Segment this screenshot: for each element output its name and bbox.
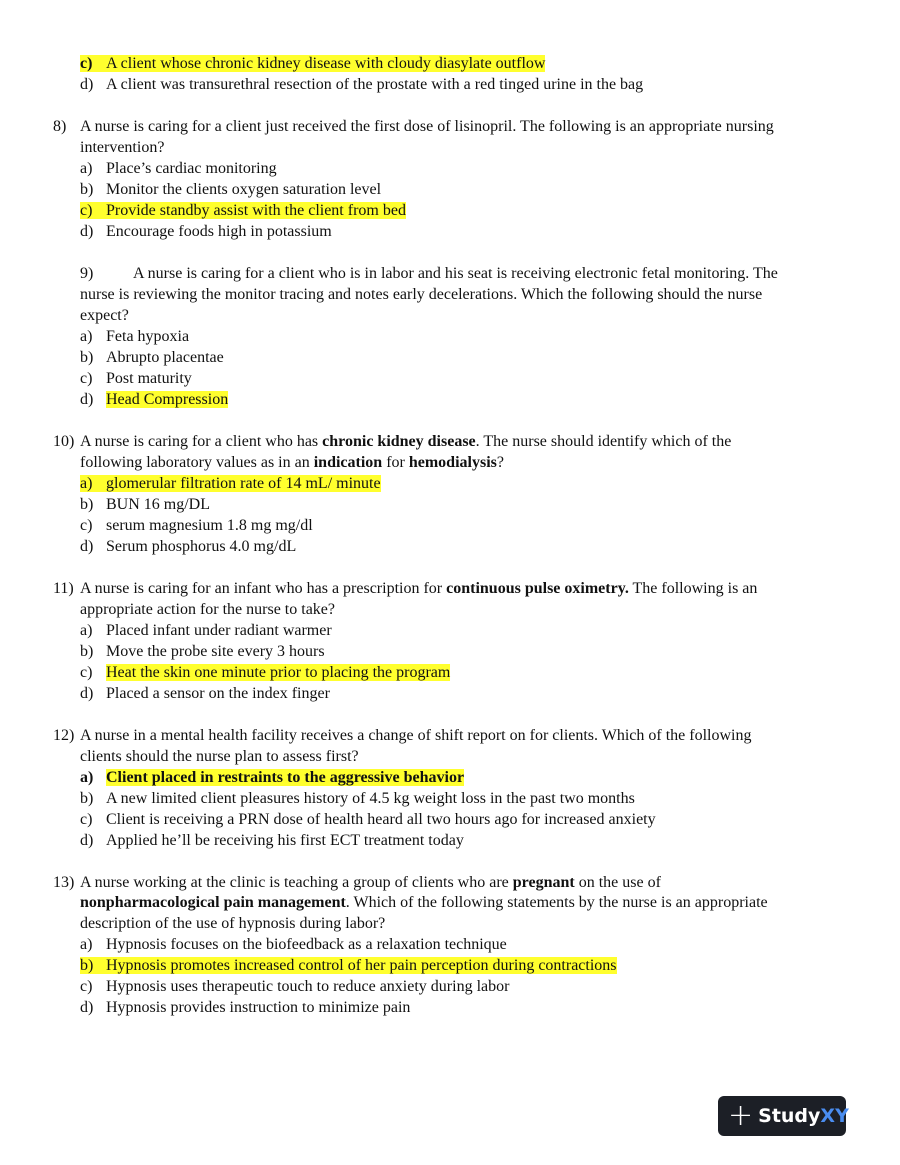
option-label: c) bbox=[80, 370, 93, 387]
question-11-option-b bbox=[80, 642, 325, 662]
option-text: Monitor the clients oxygen saturation level bbox=[106, 181, 382, 198]
option-text: Move the probe site every 3 hours bbox=[106, 643, 325, 660]
option-text: Client is receiving a PRN dose of health heard all two hours ago for increased anxiety bbox=[106, 811, 656, 828]
question-11-option-c bbox=[80, 663, 450, 683]
question-11-line-2: appropriate action for the nurse to take? bbox=[80, 601, 335, 618]
option-label: c) bbox=[80, 517, 93, 534]
option-label: c) bbox=[80, 811, 93, 828]
prev-option-c bbox=[80, 54, 545, 74]
question-number: 13) bbox=[53, 874, 75, 891]
question-13-option-b bbox=[80, 956, 617, 976]
option-label: d) bbox=[80, 999, 94, 1016]
option-label: c) bbox=[80, 978, 93, 995]
question-10-option-c bbox=[80, 516, 313, 536]
option-text: Hypnosis uses therapeutic touch to reduce anxiety during labor bbox=[106, 978, 510, 995]
option-label: b) bbox=[80, 957, 94, 974]
question-text: . The nurse should identify which of the bbox=[475, 433, 732, 450]
question-text-bold: hemodialysis bbox=[408, 454, 497, 471]
option-label: b) bbox=[80, 643, 94, 660]
question-11-option-a bbox=[80, 621, 332, 641]
option-label: a) bbox=[80, 160, 93, 177]
question-12-option-d bbox=[80, 831, 464, 851]
option-text: Placed infant under radiant warmer bbox=[106, 622, 332, 639]
question-10-option-d bbox=[80, 537, 296, 557]
option-text: Feta hypoxia bbox=[106, 328, 190, 345]
option-text: Place’s cardiac monitoring bbox=[106, 160, 277, 177]
question-13-line-2 bbox=[80, 893, 768, 913]
question-number: 8) bbox=[53, 118, 67, 135]
question-text: following laboratory values as in an bbox=[80, 454, 314, 471]
question-text: A nurse is caring for an infant who has a prescription for bbox=[80, 580, 447, 597]
option-text: Hypnosis promotes increased control of her pain perception during contractions bbox=[106, 957, 617, 974]
option-text: Encourage foods high in potassium bbox=[106, 223, 332, 240]
question-10-line-2 bbox=[80, 453, 504, 473]
option-label: b) bbox=[80, 790, 94, 807]
logo-word: Study bbox=[758, 1105, 821, 1127]
question-text-bold: pregnant bbox=[512, 874, 575, 891]
question-13-option-a bbox=[80, 935, 507, 955]
logo-wordmark bbox=[758, 1105, 849, 1127]
option-label: a) bbox=[80, 328, 93, 345]
option-label: d) bbox=[80, 832, 94, 849]
question-text: A nurse is caring for a client just received the first dose of lisinopril. The following is an appropriate nursing bbox=[80, 118, 774, 135]
question-12-line-2: clients should the nurse plan to assess first? bbox=[80, 748, 359, 765]
question-8-option-d bbox=[80, 222, 332, 242]
question-10-option-a bbox=[80, 474, 381, 494]
question-text: A nurse working at the clinic is teaching a group of clients who are bbox=[80, 874, 513, 891]
question-9-option-c bbox=[80, 369, 192, 389]
option-text: Hypnosis focuses on the biofeedback as a relaxation technique bbox=[106, 936, 507, 953]
question-12-line-1 bbox=[53, 726, 751, 746]
option-label: d) bbox=[80, 538, 94, 555]
option-label: a) bbox=[80, 769, 94, 786]
question-text: A nurse is caring for a client who has bbox=[80, 433, 323, 450]
question-12-option-c bbox=[80, 810, 656, 830]
option-text: Client placed in restraints to the aggressive behavior bbox=[106, 769, 465, 786]
question-text-bold: chronic kidney disease bbox=[322, 433, 476, 450]
question-9-option-b bbox=[80, 348, 224, 368]
question-text: on the use of bbox=[574, 874, 661, 891]
option-label: d) bbox=[80, 223, 94, 240]
question-13-line-1 bbox=[53, 873, 661, 893]
question-number: 12) bbox=[53, 727, 75, 744]
question-number: 9) bbox=[80, 265, 94, 282]
question-text-bold: indication bbox=[313, 454, 383, 471]
option-text: serum magnesium 1.8 mg mg/dl bbox=[106, 517, 313, 534]
option-label: c) bbox=[80, 664, 93, 681]
question-13-option-c bbox=[80, 977, 509, 997]
option-text: A new limited client pleasures history of 4.5 kg weight loss in the past two months bbox=[106, 790, 635, 807]
question-text: . Which of the following statements by the nurse is an appropriate bbox=[345, 894, 768, 911]
question-text: A nurse in a mental health facility receives a change of shift report on for clients. Which of the following bbox=[80, 727, 752, 744]
question-12-option-a bbox=[80, 768, 464, 788]
question-12-option-b bbox=[80, 789, 635, 809]
question-8-line-2: intervention? bbox=[80, 139, 165, 156]
question-text: for bbox=[382, 454, 409, 471]
question-9-option-d bbox=[80, 390, 228, 410]
option-text: glomerular filtration rate of 14 mL/ minute bbox=[106, 475, 381, 492]
question-9-line-3: expect? bbox=[80, 307, 129, 324]
question-11-option-d bbox=[80, 684, 330, 704]
option-label: c) bbox=[80, 202, 93, 219]
option-text: Post maturity bbox=[106, 370, 192, 387]
question-8-option-b bbox=[80, 180, 381, 200]
option-text: Head Compression bbox=[106, 391, 229, 408]
option-text: Applied he’ll be receiving his first ECT treatment today bbox=[106, 832, 464, 849]
question-text: A nurse is caring for a client who is in labor and his seat is receiving electronic fetal monitoring. The bbox=[133, 265, 778, 282]
option-text: BUN 16 mg/DL bbox=[106, 496, 210, 513]
question-10-line-1 bbox=[53, 432, 731, 452]
logo-accent: XY bbox=[820, 1105, 849, 1127]
option-text: Serum phosphorus 4.0 mg/dL bbox=[106, 538, 297, 555]
option-label: a) bbox=[80, 936, 93, 953]
question-text: ? bbox=[496, 454, 504, 471]
question-number: 11) bbox=[53, 580, 74, 597]
option-text: Heat the skin one minute prior to placing the program bbox=[106, 664, 451, 681]
question-text-bold: continuous pulse oximetry. bbox=[446, 580, 629, 597]
option-label: b) bbox=[80, 496, 94, 513]
question-8-line-1 bbox=[53, 117, 774, 137]
option-text: A client was transurethral resection of the prostate with a red tinged urine in the bag bbox=[106, 76, 644, 93]
option-label: d) bbox=[80, 76, 94, 93]
option-text: A client whose chronic kidney disease with cloudy diasylate outflow bbox=[106, 55, 546, 72]
question-9-option-a bbox=[80, 327, 189, 347]
option-label: a) bbox=[80, 475, 93, 492]
question-9-line-1 bbox=[80, 264, 778, 284]
question-8-option-a bbox=[80, 159, 277, 179]
question-text: The following is an bbox=[628, 580, 758, 597]
question-9-line-2: nurse is reviewing the monitor tracing and notes early decelerations. Which the following should the nurse bbox=[80, 286, 763, 303]
option-text: Placed a sensor on the index finger bbox=[106, 685, 330, 702]
question-10-option-b bbox=[80, 495, 210, 515]
question-number: 10) bbox=[53, 433, 75, 450]
option-label: c) bbox=[80, 55, 93, 72]
option-text: Provide standby assist with the client from bed bbox=[106, 202, 406, 219]
plus-icon: + bbox=[728, 1098, 754, 1133]
studyxy-logo[interactable] bbox=[718, 1096, 849, 1136]
question-13-option-d bbox=[80, 998, 410, 1018]
option-label: b) bbox=[80, 181, 94, 198]
option-label: a) bbox=[80, 622, 93, 639]
question-11-line-1 bbox=[53, 579, 757, 599]
option-text: Hypnosis provides instruction to minimize pain bbox=[106, 999, 411, 1016]
question-text-bold: nonpharmacological pain management bbox=[80, 894, 346, 911]
option-label: d) bbox=[80, 685, 94, 702]
prev-option-d bbox=[80, 75, 643, 95]
question-13-line-3: description of the use of hypnosis during labor? bbox=[80, 915, 386, 932]
option-label: b) bbox=[80, 349, 94, 366]
option-text: Abrupto placentae bbox=[106, 349, 224, 366]
question-8-option-c bbox=[80, 201, 406, 221]
option-label: d) bbox=[80, 391, 94, 408]
